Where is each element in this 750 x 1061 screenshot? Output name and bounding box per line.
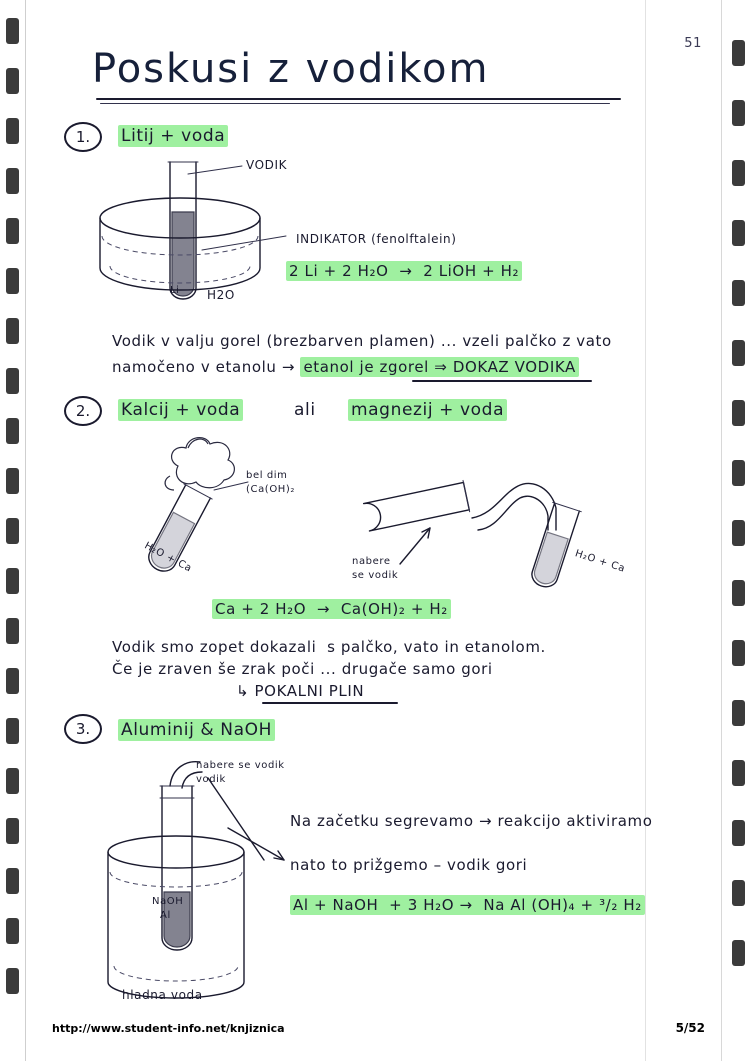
note-2-line-1: Vodik smo zopet dokazali s palčko, vato in etanolom. — [112, 638, 546, 656]
footer-page-number: 5/52 — [675, 1021, 705, 1035]
note-1-line-2: namočeno v etanolu → etanol je zgorel ⇒ DOKAZ VODIKA — [112, 358, 579, 376]
label-al: Al — [160, 910, 171, 921]
page-edge-line-left — [25, 0, 26, 1061]
spiral-binding-left — [0, 0, 26, 1061]
footer-url[interactable]: http://www.student-info.net/knjiznica — [52, 1022, 285, 1035]
note-1-underline — [412, 380, 592, 382]
spiral-binding-right — [724, 0, 750, 1061]
page-edge-line-right — [721, 0, 722, 1061]
label-li: Li — [170, 285, 180, 296]
label-h2o-ca-left: H₂O + Ca — [142, 540, 194, 575]
section-3-heading: Aluminij & NaOH — [118, 720, 275, 740]
note-3-line-2: nato to prižgemo – vodik gori — [290, 856, 528, 874]
label-bel-dim: bel dim — [246, 470, 288, 481]
handwritten-page-number: 51 — [684, 36, 702, 51]
note-3-line-1: Na začetku segrevamo → reakcijo aktiviramo — [290, 812, 653, 830]
title-underline — [96, 98, 621, 100]
section-2-heading-mid: ali — [294, 400, 316, 420]
label-naoh-al: NaOH — [152, 896, 184, 907]
leader-line-indikator — [200, 222, 310, 262]
label-vodik-3: vodik — [196, 774, 226, 785]
label-nabere-se-3: nabere se vodik — [196, 760, 285, 771]
label-indikator: INDIKATOR (fenolftalein) — [296, 232, 457, 246]
section-number-2: 2. — [64, 396, 102, 426]
label-nabere-se-vodik-2b: se vodik — [352, 570, 399, 581]
experiment-2-diagram-left — [118, 432, 318, 592]
label-hladna-voda: hladna voda — [122, 988, 203, 1002]
page-fold-line — [645, 0, 646, 1061]
equation-1: 2 Li + 2 H₂O → 2 LiOH + H₂ — [286, 262, 522, 280]
section-2-heading-a: Kalcij + voda — [118, 400, 243, 420]
label-vodik: VODIK — [246, 158, 288, 172]
label-h2o-ca-right: H₂O + Ca — [573, 548, 627, 575]
note-2-line-3: ↳ POKALNI PLIN — [236, 682, 365, 700]
section-1-heading: Litij + voda — [118, 126, 228, 146]
note-1-line-1: Vodik v valju gorel (brezbarven plamen) ... vzeli palčko z vato — [112, 332, 612, 350]
label-ca-oh2: (Ca(OH)₂ — [246, 484, 296, 495]
label-h2o-1: H2O — [207, 288, 235, 302]
label-nabere-se-vodik-2: nabere — [352, 556, 391, 567]
section-number-1: 1. — [64, 122, 102, 152]
title-underline-2 — [100, 103, 610, 104]
page-title: Poskusi z vodikom — [92, 46, 490, 92]
section-2-heading-b: magnezij + voda — [348, 400, 507, 420]
note-2-underline — [262, 702, 398, 704]
section-number-3: 3. — [64, 714, 102, 744]
equation-3: Al + NaOH + 3 H₂O → Na Al (OH)₄ + ³/₂ H₂ — [290, 896, 645, 914]
note-2-line-2: Če je zraven še zrak poči ... drugače samo gori — [112, 660, 493, 678]
equation-2: Ca + 2 H₂O → Ca(OH)₂ + H₂ — [212, 600, 451, 618]
experiment-2-diagram-right — [362, 468, 642, 608]
